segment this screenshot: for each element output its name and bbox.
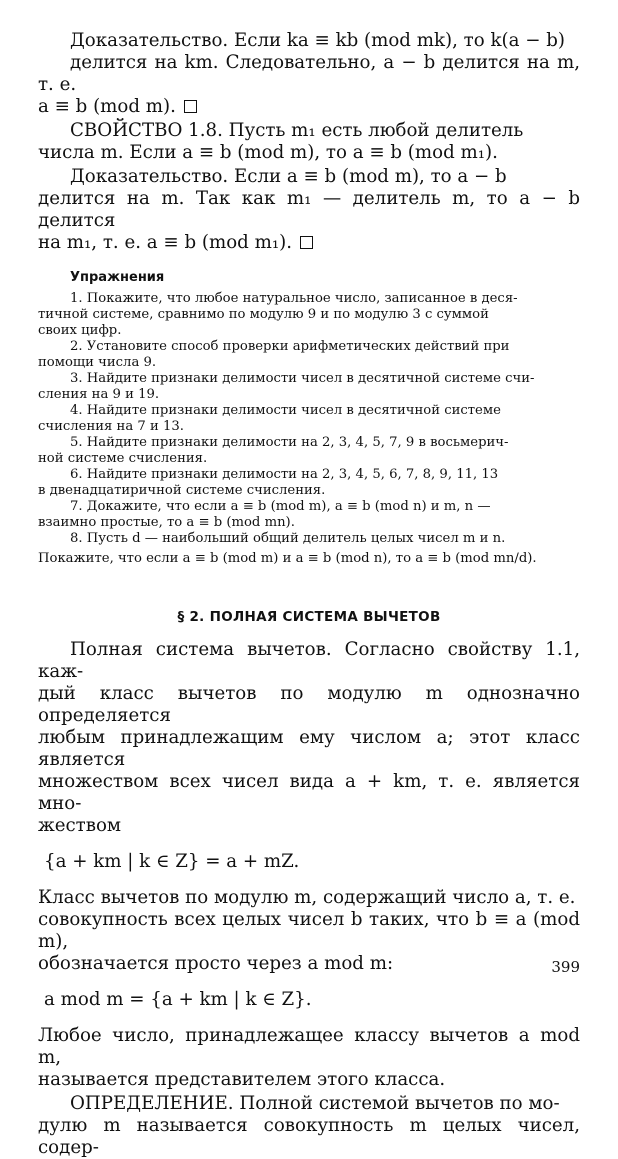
text-line: 5. Найдите признаки делимости на 2, 3, 4, 5, 7, 9 в восьмерич- <box>70 435 509 450</box>
exercise-item <box>38 531 580 567</box>
text-line: называется представителем этого класса. <box>38 1069 446 1090</box>
text-line: 1. Покажите, что любое натуральное число, записанное в деся- <box>70 291 518 306</box>
text-line: помощи числа 9. <box>38 355 157 370</box>
text-line: любым принадлежащим ему числом a; этот класс является <box>38 727 580 770</box>
exercise-item <box>38 339 580 371</box>
qed-box-icon <box>184 100 197 113</box>
text-line: Любое число, принадлежащее классу вычетов a mod m, <box>38 1025 580 1068</box>
text-line: Класс вычетов по модулю m, содержащий число a, т. е. <box>38 887 576 908</box>
text-line: Доказательство. Если a ≡ b (mod m), то a − b <box>70 166 507 187</box>
text-line: множеством всех чисел вида a + km, т. е. является мно- <box>38 771 580 814</box>
exercises-list <box>38 291 580 567</box>
exercises-title: Упражнения <box>70 270 165 285</box>
page-body <box>38 30 580 1159</box>
exercise-item <box>38 499 580 531</box>
proof-1 <box>38 30 580 118</box>
text-line <box>38 96 580 118</box>
text-line: сления на 9 и 19. <box>38 387 160 402</box>
exercise-item <box>38 403 580 435</box>
text-line: числа m. Если a ≡ b (mod m), то a ≡ b (mod m₁). <box>38 142 498 163</box>
text-line: совокупность всех целых чисел b таких, что b ≡ a (mod m), <box>38 909 580 952</box>
text-line: 2. Установите способ проверки арифметических действий при <box>70 339 510 354</box>
exercise-item <box>38 371 580 403</box>
text-line <box>38 232 580 254</box>
text-line: дулю m называется совокупность m целых чисел, содер- <box>38 1115 580 1158</box>
paragraph-representative <box>38 1025 580 1091</box>
text-line: 6. Найдите признаки делимости на 2, 3, 4, 5, 6, 7, 8, 9, 11, 13 <box>70 467 499 482</box>
text-line: обозначается просто через a mod m: <box>38 953 394 974</box>
exercise-item <box>38 291 580 339</box>
text-line: Полная система вычетов. Согласно свойству 1.1, каж- <box>38 639 580 682</box>
text-line: ной системе счисления. <box>38 451 208 466</box>
text-line: делится на km. Следовательно, a − b делится на m, т. е. <box>38 52 580 95</box>
paragraph-class <box>38 887 580 975</box>
formula-2: a mod m = {a + km | k ∈ Z}. <box>44 989 312 1010</box>
text-line: делится на m. Так как m₁ — делитель m, то a − b делится <box>38 188 580 231</box>
qed-box-icon <box>300 236 313 249</box>
text-line: 4. Найдите признаки делимости чисел в десятичной системе <box>70 403 501 418</box>
section-heading: § 2. ПОЛНАЯ СИСТЕМА ВЫЧЕТОВ <box>177 609 441 625</box>
text-line: ОПРЕДЕЛЕНИЕ. Полной системой вычетов по мо- <box>70 1093 560 1114</box>
text-span: a ≡ b (mod m). <box>38 96 176 117</box>
text-line: 7. Докажите, что если a ≡ b (mod m), a ≡ b (mod n) и m, n — <box>70 499 491 514</box>
text-line: Покажите, что если a ≡ b (mod m) и a ≡ b (mod n), то a ≡ b (mod mn/d). <box>38 551 537 566</box>
exercise-item <box>38 435 580 467</box>
definition <box>38 1093 580 1159</box>
text-line: жеством <box>38 815 122 836</box>
text-line: счисления на 7 и 13. <box>38 419 184 434</box>
exercise-item <box>38 467 580 499</box>
paragraph-complete-system <box>38 639 580 837</box>
text-line: своих цифр. <box>38 323 122 338</box>
formula-1: {a + km | k ∈ Z} = a + mZ. <box>44 851 300 872</box>
text-line: 3. Найдите признаки делимости чисел в десятичной системе счи- <box>70 371 535 386</box>
text-line: в двенадцатиричной системе счисления. <box>38 483 326 498</box>
text-line: Доказательство. Если ka ≡ kb (mod mk), то k(a − b) <box>70 30 565 51</box>
text-line: тичной системе, сравнимо по модулю 9 и по модулю 3 с суммой <box>38 307 489 322</box>
text-line: 8. Пусть d — наибольший общий делитель целых чисел m и n. <box>70 531 506 546</box>
proof-2 <box>38 166 580 254</box>
text-span: на m₁, т. е. a ≡ b (mod m₁). <box>38 232 292 253</box>
page-number: 399 <box>551 958 580 976</box>
text-line: СВОЙСТВО 1.8. Пусть m₁ есть любой делитель <box>70 120 524 141</box>
text-line: дый класс вычетов по модулю m однозначно определяется <box>38 683 580 726</box>
property-1-8 <box>38 120 580 164</box>
text-line: взаимно простые, то a ≡ b (mod mn). <box>38 515 295 530</box>
